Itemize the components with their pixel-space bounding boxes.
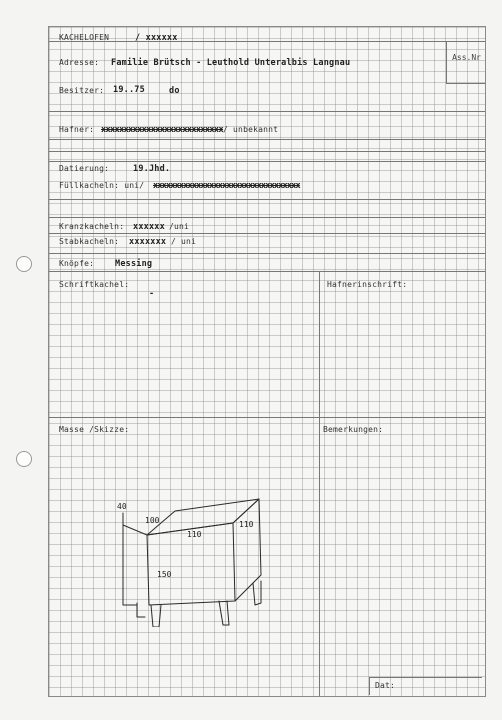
dim-front: 110 [187, 530, 202, 539]
adresse-value: Familie Brütsch - Leuthold Unteralbis Langnau [111, 58, 351, 68]
datierung-label: Datierung: [59, 164, 110, 173]
hafner-value: / unbekannt [223, 125, 279, 134]
rule [49, 417, 485, 418]
stabkacheln-struck: xxxxxxx [129, 237, 167, 247]
rule [49, 271, 485, 272]
rule [49, 139, 485, 140]
rule [49, 199, 485, 200]
kranzkacheln-struck: xxxxxx [133, 222, 165, 232]
fuellkacheln-struck: xxxxxxxxxxxxxxxxxxxxxxxxxxxxxxxxxx [153, 181, 300, 191]
ass-nr-box [446, 41, 485, 84]
dim-depth: 100 [145, 516, 160, 525]
adresse-label: Adresse: [59, 58, 100, 67]
rule [49, 233, 485, 234]
kranzkacheln-value: /uni [169, 222, 190, 231]
column-divider [319, 271, 320, 696]
rule [49, 161, 485, 162]
knoepfe-value: Messing [115, 259, 153, 269]
bemerkungen-label: Bemerkungen: [323, 425, 384, 434]
knoepfe-label: Knöpfe: [59, 259, 95, 268]
besitzer-label: Besitzer: [59, 86, 105, 95]
stove-sketch [115, 497, 285, 627]
besitzer-value: 19..75 [113, 85, 145, 95]
stove-side-face [233, 499, 261, 601]
stabkacheln-label: Stabkacheln: [59, 237, 120, 246]
besitzer-value-do: do [169, 86, 180, 96]
schriftkachel-value: - [149, 289, 155, 299]
punch-hole-top [16, 256, 32, 272]
stabkacheln-value: / uni [171, 237, 197, 246]
rule [49, 217, 485, 218]
rule [49, 253, 485, 254]
fuellkacheln-label: Füllkacheln: uni/ [59, 181, 145, 190]
datierung-value: 19.Jhd. [133, 164, 171, 174]
punch-hole-bottom [16, 451, 32, 467]
stove-top-face [147, 499, 259, 535]
dim-height: 150 [157, 570, 172, 579]
rule [49, 111, 485, 112]
inventory-form [48, 26, 486, 697]
rule [49, 151, 485, 152]
dim-top: 40 [117, 502, 127, 511]
hafner-label: Hafner: [59, 125, 95, 134]
masse-skizze-label: Masse /Skizze: [59, 425, 130, 434]
kranzkacheln-label: Kranzkacheln: [59, 222, 125, 231]
rule [49, 41, 485, 42]
hafner-struck: xxxxxxxxxxxxxxxxxxxxxxxxxxx [101, 125, 223, 135]
dim-side: 110 [239, 520, 254, 529]
hafnerinschrift-label: Hafnerinschrift: [327, 280, 408, 289]
schriftkachel-label: Schriftkachel: [59, 280, 130, 289]
kachelofen-label: KACHELOFEN [59, 33, 110, 42]
ass-nr-label: Ass.Nr [452, 53, 481, 62]
kachelofen-value: / xxxxxx [135, 33, 178, 43]
dat-label: Dat: [375, 681, 396, 690]
